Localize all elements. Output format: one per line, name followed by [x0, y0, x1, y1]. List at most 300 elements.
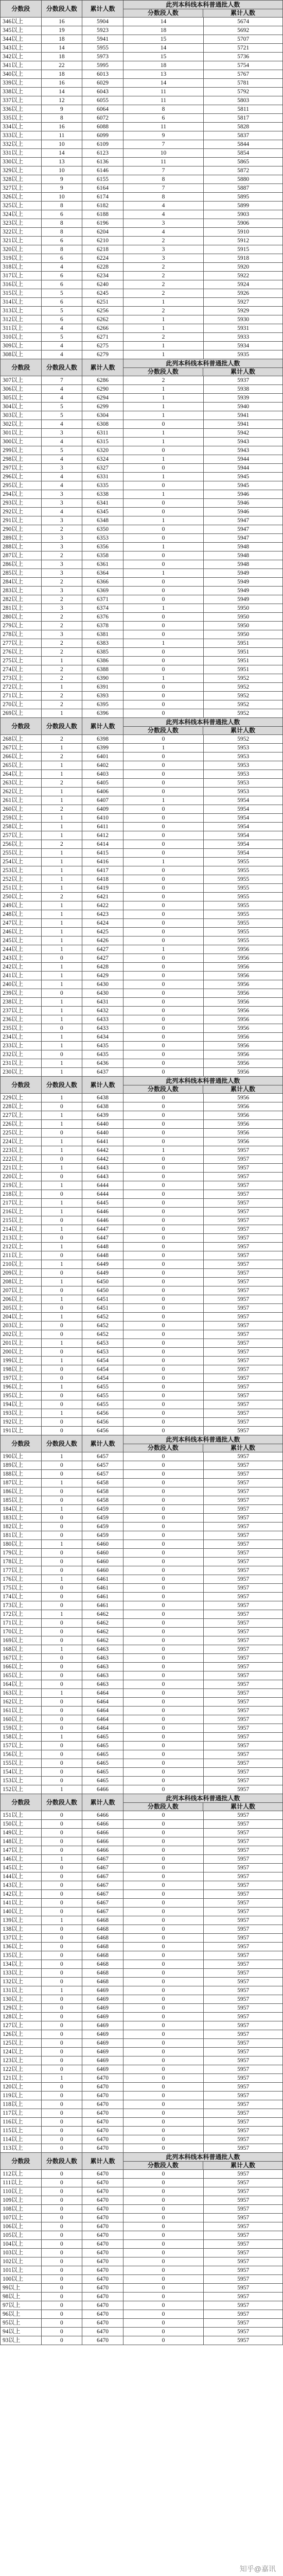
- table-row: [1, 849, 283, 858]
- table-cell: 173以上: [1, 1601, 42, 1610]
- table-row: [1, 333, 283, 342]
- table-cell: 5941: [204, 420, 283, 429]
- table-cell: 5957: [204, 2083, 283, 2092]
- table-cell: 5956: [204, 1120, 283, 1129]
- table-cell: 190以上: [1, 1452, 42, 1461]
- table-row: [1, 2030, 283, 2039]
- table-cell: 6425: [82, 928, 123, 936]
- table-cell: 278以上: [1, 630, 42, 639]
- table-cell: 11: [123, 88, 203, 96]
- table-cell: 0: [123, 2092, 203, 2100]
- merged-header-title: 此列本科线本科普通批人数: [123, 1, 282, 9]
- table-cell: 6459: [82, 1514, 123, 1523]
- table-cell: 233以上: [1, 1042, 42, 1050]
- table-cell: 6469: [82, 2004, 123, 2013]
- table-cell: 0: [123, 692, 203, 700]
- table-cell: 1: [41, 1540, 82, 1549]
- table-cell: 2: [123, 237, 203, 245]
- table-cell: 6470: [82, 2293, 123, 2301]
- table-cell: 0: [123, 1584, 203, 1593]
- table-cell: 0: [123, 630, 203, 639]
- table-cell: 0: [41, 1899, 82, 1908]
- table-cell: 0: [41, 2065, 82, 2074]
- table-cell: 10: [123, 149, 203, 158]
- table-cell: 0: [123, 2100, 203, 2109]
- table-row: [1, 543, 283, 551]
- table-cell: 4: [41, 350, 82, 359]
- table-cell: 6452: [82, 1313, 123, 1322]
- table-row: [1, 752, 283, 761]
- table-cell: 5957: [204, 2013, 283, 2021]
- table-cell: 6251: [82, 298, 123, 307]
- merged-subheader-cumulative: 累计人数: [203, 1444, 282, 1452]
- table-cell: 0: [41, 1934, 82, 1943]
- table-cell: 1: [41, 884, 82, 893]
- table-cell: 5957: [204, 1872, 283, 1881]
- table-cell: 6109: [82, 140, 123, 149]
- table-cell: 5957: [204, 2319, 283, 2328]
- table-row: [1, 1864, 283, 1872]
- table-cell: 6164: [82, 184, 123, 193]
- table-row: [1, 1138, 283, 1146]
- table-cell: 0: [123, 1313, 203, 1322]
- table-cell: 8: [123, 105, 203, 114]
- table-row: [1, 2319, 283, 2328]
- table-cell: 4: [41, 342, 82, 350]
- table-row: [1, 1365, 283, 1374]
- table-cell: 6463: [82, 1654, 123, 1663]
- table-row: [1, 910, 283, 919]
- table-cell: 0: [41, 2266, 82, 2275]
- table-cell: 0: [123, 2021, 203, 2030]
- table-row: [1, 2275, 283, 2284]
- table-cell: 0: [41, 954, 82, 963]
- table-cell: 337以上: [1, 96, 42, 105]
- table-cell: 15: [123, 35, 203, 44]
- table-cell: 0: [41, 2205, 82, 2214]
- table-cell: 1: [41, 1575, 82, 1584]
- table-row: [1, 2109, 283, 2118]
- table-cell: 0: [41, 1654, 82, 1663]
- table-cell: 1: [41, 1138, 82, 1146]
- table-cell: 5949: [204, 587, 283, 595]
- table-cell: 8: [41, 245, 82, 254]
- table-cell: 0: [123, 1190, 203, 1199]
- table-cell: 6470: [82, 2170, 123, 2179]
- table-cell: 0: [123, 1698, 203, 1707]
- table-cell: 5957: [204, 1514, 283, 1523]
- table-cell: 6: [41, 237, 82, 245]
- table-cell: 6454: [82, 1365, 123, 1374]
- table-cell: 156以上: [1, 1750, 42, 1759]
- table-cell: 5957: [204, 1208, 283, 1216]
- table-cell: 162以上: [1, 1698, 42, 1707]
- table-cell: 216以上: [1, 1208, 42, 1216]
- table-cell: 195以上: [1, 1392, 42, 1400]
- table-cell: 5674: [204, 18, 283, 26]
- table-cell: 6468: [82, 1960, 123, 1969]
- table-cell: 232以上: [1, 1050, 42, 1059]
- table-cell: 6470: [82, 2092, 123, 2100]
- table-cell: 14: [123, 18, 203, 26]
- table-cell: 0: [41, 2214, 82, 2222]
- table-cell: 5957: [204, 1558, 283, 1566]
- table-cell: 5955: [204, 866, 283, 875]
- table-row: [1, 1427, 283, 1435]
- table-cell: 5957: [204, 2301, 283, 2310]
- table-row: [1, 2187, 283, 2196]
- table-row: [1, 945, 283, 954]
- table-cell: 272以上: [1, 683, 42, 692]
- table-cell: 0: [123, 2039, 203, 2048]
- table-cell: 6385: [82, 648, 123, 657]
- table-cell: 6463: [82, 1645, 123, 1654]
- table-cell: 5957: [204, 1855, 283, 1864]
- table-cell: 2: [41, 648, 82, 657]
- table-cell: 148以上: [1, 1837, 42, 1846]
- table-cell: 5957: [204, 1925, 283, 1934]
- table-cell: 5903: [204, 210, 283, 219]
- table-cell: 0: [123, 2048, 203, 2056]
- table-cell: 6432: [82, 1007, 123, 1015]
- table-cell: 0: [123, 1357, 203, 1365]
- table-cell: 5957: [204, 1374, 283, 1383]
- table-cell: 6448: [82, 1251, 123, 1260]
- table-cell: 0: [123, 1549, 203, 1558]
- table-cell: 288以上: [1, 543, 42, 551]
- table-cell: 0: [123, 1216, 203, 1225]
- table-row: [1, 193, 283, 202]
- table-cell: 201以上: [1, 1339, 42, 1348]
- table-cell: 93以上: [1, 2336, 42, 2345]
- table-cell: 0: [123, 2179, 203, 2187]
- table-cell: 6468: [82, 1934, 123, 1943]
- table-cell: 5957: [204, 1593, 283, 1601]
- table-cell: 8: [123, 193, 203, 202]
- table-cell: 0: [123, 1015, 203, 1024]
- table-cell: 5957: [204, 1365, 283, 1374]
- table-cell: 6456: [82, 1409, 123, 1418]
- table-cell: 5957: [204, 1689, 283, 1698]
- table-row: [1, 788, 283, 796]
- table-cell: 0: [41, 1461, 82, 1470]
- column-header: 分数段: [1, 1794, 42, 1811]
- table-row: [1, 1531, 283, 1540]
- table-cell: 0: [123, 665, 203, 674]
- table-cell: 6462: [82, 1628, 123, 1636]
- table-cell: 6427: [82, 945, 123, 954]
- table-cell: 6405: [82, 779, 123, 788]
- table-cell: 5957: [204, 1496, 283, 1505]
- table-cell: 6467: [82, 1872, 123, 1881]
- table-row: [1, 989, 283, 998]
- table-row: [1, 1829, 283, 1837]
- table-row: [1, 429, 283, 438]
- table-cell: 249以上: [1, 901, 42, 910]
- table-cell: 6401: [82, 752, 123, 761]
- table-row: [1, 2135, 283, 2144]
- table-cell: 4: [41, 473, 82, 481]
- table-cell: 0: [41, 2118, 82, 2127]
- table-cell: 19: [41, 26, 82, 35]
- table-cell: 105以上: [1, 2231, 42, 2240]
- table-cell: 254以上: [1, 858, 42, 866]
- table-cell: 152以上: [1, 1785, 42, 1794]
- table-cell: 6013: [82, 70, 123, 79]
- table-cell: 0: [41, 2083, 82, 2092]
- table-row: [1, 578, 283, 587]
- table-cell: 2: [41, 735, 82, 744]
- table-cell: 5952: [204, 674, 283, 683]
- table-cell: 231以上: [1, 1059, 42, 1068]
- table-cell: 6451: [82, 1304, 123, 1313]
- table-cell: 6470: [82, 2074, 123, 2083]
- table-cell: 6470: [82, 2240, 123, 2249]
- table-cell: 0: [123, 849, 203, 858]
- table-cell: 6358: [82, 551, 123, 560]
- table-row: [1, 1619, 283, 1628]
- table-cell: 5792: [204, 88, 283, 96]
- table-row: [1, 166, 283, 175]
- table-cell: 153以上: [1, 1777, 42, 1785]
- table-cell: 4: [41, 385, 82, 394]
- table-cell: 218以上: [1, 1190, 42, 1199]
- table-cell: 6470: [82, 2275, 123, 2284]
- table-cell: 104以上: [1, 2240, 42, 2249]
- table-cell: 5957: [204, 1811, 283, 1820]
- table-cell: 6468: [82, 1951, 123, 1960]
- table-row: [1, 665, 283, 674]
- table-cell: 311以上: [1, 324, 42, 333]
- table-cell: 6457: [82, 1470, 123, 1479]
- table-cell: 107以上: [1, 2214, 42, 2222]
- table-cell: 6440: [82, 1129, 123, 1138]
- table-cell: 5956: [204, 989, 283, 998]
- table-cell: 6174: [82, 193, 123, 202]
- table-cell: 6043: [82, 88, 123, 96]
- table-cell: 1: [123, 350, 203, 359]
- table-cell: 6210: [82, 237, 123, 245]
- table-cell: 6467: [82, 1881, 123, 1890]
- table-cell: 6463: [82, 1671, 123, 1680]
- table-cell: 234以上: [1, 1033, 42, 1042]
- column-header: 累计人数: [82, 1077, 123, 1094]
- table-cell: 6469: [82, 2021, 123, 2030]
- table-cell: 11: [41, 131, 82, 140]
- table-cell: 1: [41, 1007, 82, 1015]
- table-cell: 6390: [82, 674, 123, 683]
- table-row: [1, 184, 283, 193]
- table-cell: 253以上: [1, 866, 42, 875]
- table-cell: 1: [41, 1733, 82, 1742]
- table-row: [1, 1671, 283, 1680]
- table-cell: 6447: [82, 1234, 123, 1243]
- table-cell: 5956: [204, 1050, 283, 1059]
- table-cell: 0: [41, 1470, 82, 1479]
- table-cell: 208以上: [1, 1278, 42, 1286]
- table-row: [1, 735, 283, 744]
- table-cell: 6468: [82, 1916, 123, 1925]
- table-row: [1, 1024, 283, 1033]
- table-cell: 6327: [82, 464, 123, 473]
- table-cell: 214以上: [1, 1225, 42, 1234]
- table-cell: 2: [123, 263, 203, 272]
- table-cell: 6378: [82, 622, 123, 630]
- table-cell: 251以上: [1, 884, 42, 893]
- table-cell: 275以上: [1, 657, 42, 665]
- table-cell: 1: [41, 1785, 82, 1794]
- table-row: [1, 1068, 283, 1077]
- table-row: [1, 1208, 283, 1216]
- table-cell: 5957: [204, 1190, 283, 1199]
- table-cell: 290以上: [1, 525, 42, 534]
- table-cell: 308以上: [1, 350, 42, 359]
- table-row: [1, 1322, 283, 1330]
- table-row: [1, 1392, 283, 1400]
- table-cell: 165以上: [1, 1671, 42, 1680]
- table-cell: 6444: [82, 1190, 123, 1199]
- table-cell: 6454: [82, 1374, 123, 1383]
- table-cell: 191以上: [1, 1427, 42, 1435]
- table-cell: 6470: [82, 2328, 123, 2336]
- table-cell: 6460: [82, 1566, 123, 1575]
- table-cell: 5957: [204, 1680, 283, 1689]
- table-cell: 6458: [82, 1479, 123, 1487]
- table-cell: 6469: [82, 1986, 123, 1995]
- table-row: [1, 1190, 283, 1199]
- table-cell: 1: [41, 945, 82, 954]
- table-cell: 5947: [204, 525, 283, 534]
- table-row: [1, 140, 283, 149]
- merged-subheader-count: 分数段人数: [147, 726, 179, 734]
- table-cell: 5956: [204, 1068, 283, 1077]
- table-cell: 5945: [204, 473, 283, 481]
- table-cell: 0: [41, 1890, 82, 1899]
- table-cell: 0: [123, 2065, 203, 2074]
- table-cell: 6462: [82, 1610, 123, 1619]
- table-cell: 299以上: [1, 446, 42, 455]
- table-cell: 171以上: [1, 1619, 42, 1628]
- table-cell: 169以上: [1, 1636, 42, 1645]
- table-cell: 0: [123, 998, 203, 1007]
- table-cell: 6460: [82, 1549, 123, 1558]
- table-cell: 6435: [82, 1050, 123, 1059]
- table-cell: 0: [123, 1068, 203, 1077]
- table-cell: 259以上: [1, 814, 42, 823]
- table-cell: 2: [41, 700, 82, 709]
- table-cell: 1: [41, 1225, 82, 1234]
- table-row: [1, 1593, 283, 1601]
- table-row: [1, 114, 283, 123]
- table-cell: 6466: [82, 1820, 123, 1829]
- table-cell: 0: [123, 2030, 203, 2039]
- table-row: [1, 814, 283, 823]
- table-cell: 0: [41, 1750, 82, 1759]
- table-cell: 5973: [82, 53, 123, 61]
- table-cell: 0: [123, 1322, 203, 1330]
- table-cell: 0: [123, 761, 203, 770]
- table-cell: 0: [41, 1558, 82, 1566]
- table-cell: 7: [123, 184, 203, 193]
- table-cell: 1: [41, 1111, 82, 1120]
- table-row: [1, 1374, 283, 1383]
- table-cell: 94以上: [1, 2328, 42, 2336]
- table-cell: 6449: [82, 1269, 123, 1278]
- table-cell: 163以上: [1, 1689, 42, 1698]
- table-cell: 3: [41, 543, 82, 551]
- table-cell: 5957: [204, 1505, 283, 1514]
- table-cell: 5956: [204, 1102, 283, 1111]
- table-cell: 6324: [82, 455, 123, 464]
- table-cell: 255以上: [1, 849, 42, 858]
- table-row: [1, 1496, 283, 1505]
- table-cell: 5956: [204, 980, 283, 989]
- table-cell: 6072: [82, 114, 123, 123]
- column-header: 累计人数: [82, 359, 123, 376]
- table-row: [1, 342, 283, 350]
- table-cell: 6338: [82, 490, 123, 499]
- table-cell: 5957: [204, 2214, 283, 2222]
- table-cell: 316以上: [1, 280, 42, 289]
- table-cell: 6470: [82, 2266, 123, 2275]
- table-cell: 1: [41, 1339, 82, 1348]
- table-cell: 0: [41, 1523, 82, 1531]
- table-cell: 324以上: [1, 210, 42, 219]
- table-cell: 109以上: [1, 2196, 42, 2205]
- table-cell: 5957: [204, 1628, 283, 1636]
- table-row: [1, 131, 283, 140]
- table-cell: 5957: [204, 1785, 283, 1794]
- table-cell: 0: [41, 1348, 82, 1357]
- table-cell: 18: [41, 35, 82, 44]
- table-row: [1, 2240, 283, 2249]
- table-cell: 342以上: [1, 53, 42, 61]
- table-row: [1, 324, 283, 333]
- table-cell: 7: [123, 140, 203, 149]
- table-cell: 5957: [204, 2039, 283, 2048]
- table-cell: 5957: [204, 2179, 283, 2187]
- table-cell: 6441: [82, 1138, 123, 1146]
- table-cell: 6434: [82, 1033, 123, 1042]
- table-cell: 168以上: [1, 1645, 42, 1654]
- table-cell: 0: [123, 1864, 203, 1872]
- table-cell: 5957: [204, 1400, 283, 1409]
- table-cell: 5957: [204, 2257, 283, 2266]
- table-cell: 6335: [82, 481, 123, 490]
- table-row: [1, 1400, 283, 1409]
- table-cell: 6446: [82, 1208, 123, 1216]
- table-cell: 0: [41, 2109, 82, 2118]
- table-cell: 5941: [82, 35, 123, 44]
- table-cell: 6438: [82, 1102, 123, 1111]
- table-cell: 5957: [204, 1348, 283, 1357]
- table-cell: 0: [123, 1094, 203, 1102]
- table-row: [1, 744, 283, 752]
- table-cell: 2: [41, 578, 82, 587]
- table-cell: 0: [123, 1120, 203, 1129]
- table-cell: 151以上: [1, 1811, 42, 1820]
- table-cell: 5951: [204, 639, 283, 648]
- table-cell: 5957: [204, 1216, 283, 1225]
- table-cell: 1: [41, 1243, 82, 1251]
- table-cell: 0: [123, 2196, 203, 2205]
- table-cell: 6468: [82, 1969, 123, 1978]
- table-row: [1, 228, 283, 237]
- table-cell: 5946: [204, 499, 283, 508]
- table-cell: 307以上: [1, 376, 42, 385]
- column-header: 累计人数: [82, 1, 123, 18]
- table-cell: 5955: [204, 910, 283, 919]
